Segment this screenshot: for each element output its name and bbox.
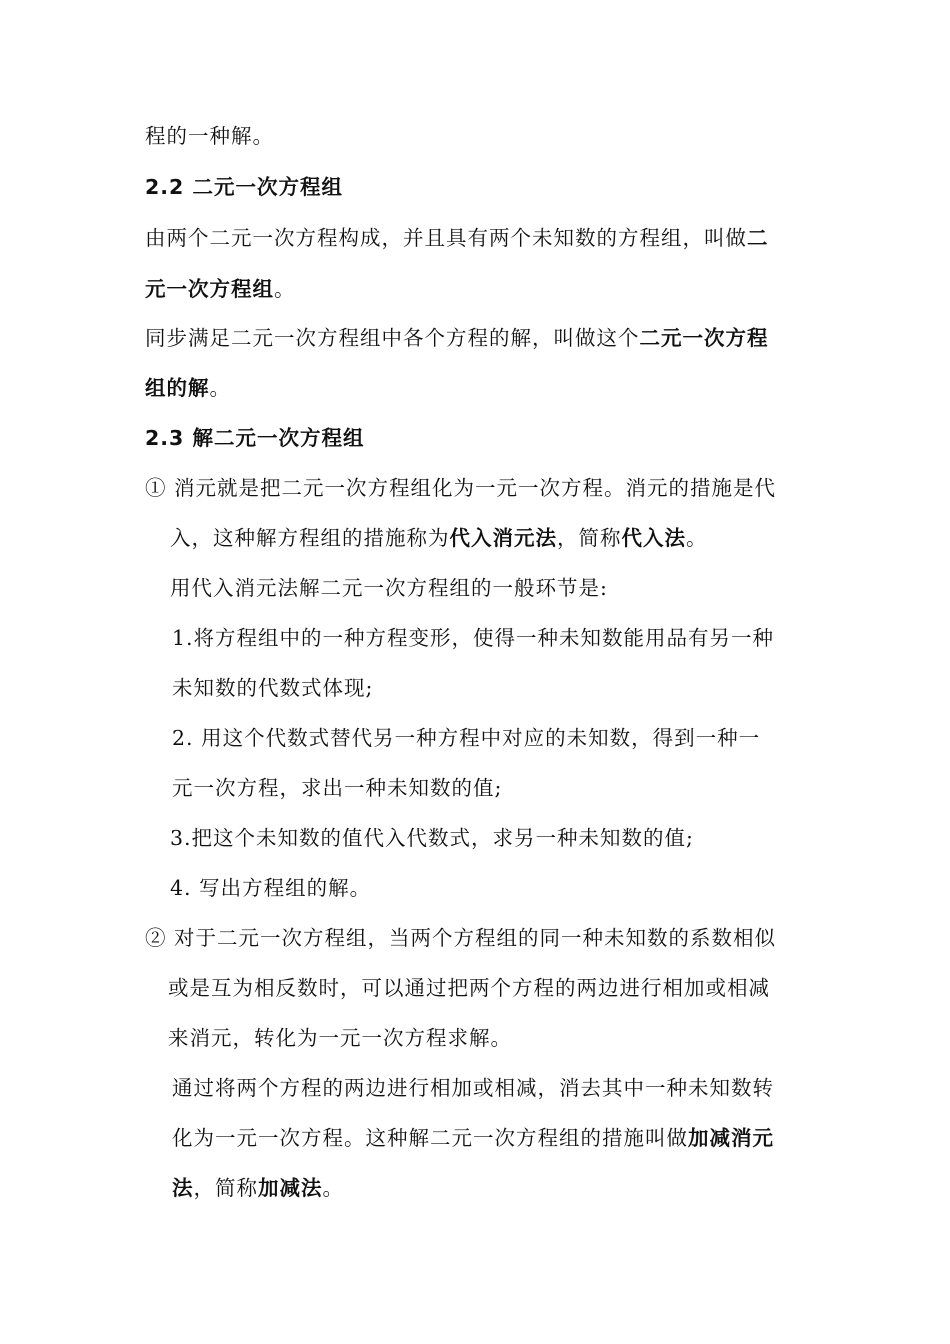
text: 4. 写出方程组的解。 [170, 876, 372, 900]
text: 。 [686, 526, 708, 550]
text: 2. 用这个代数式替代另一种方程中对应的未知数，得到一种一 [172, 726, 761, 750]
text: ，简称 [193, 1176, 258, 1200]
text: 3.把这个未知数的值代入代数式，求另一种未知数的值; [170, 826, 694, 850]
text: 用代入消元法解二元一次方程组的一般环节是: [170, 576, 608, 600]
item2-line2 [168, 974, 770, 1002]
bold-term: 元一次方程组 [145, 277, 274, 301]
step-2-line1 [172, 724, 760, 752]
definition-solution-line2 [145, 374, 231, 402]
bold-term: 代入消元法 [449, 526, 557, 550]
step-3 [170, 824, 694, 852]
paragraph-continuation [145, 122, 274, 150]
elimination-para-line2 [172, 1124, 774, 1152]
heading-text: 2.3 解二元一次方程组 [145, 426, 365, 450]
steps-intro [170, 574, 608, 602]
definition-solution-line1 [145, 324, 769, 352]
text: 。 [322, 1176, 344, 1200]
bold-term: 加减消元 [688, 1126, 774, 1150]
bold-term: 法 [172, 1176, 194, 1200]
text: ，简称 [557, 526, 622, 550]
step-2-line2 [172, 774, 502, 802]
text: ② 对于二元一次方程组，当两个方程组的同一种未知数的系数相似 [145, 926, 777, 950]
text: 同步满足二元一次方程组中各个方程的解，叫做这个 [145, 326, 640, 350]
text: 。 [274, 277, 296, 301]
bold-term: 代入法 [621, 526, 686, 550]
text: 未知数的代数式体现; [172, 676, 374, 700]
bold-term: 组的解 [145, 376, 210, 400]
text: 来消元，转化为一元一次方程求解。 [168, 1026, 512, 1050]
section-heading-2-2 [145, 173, 343, 201]
elimination-para-line1 [172, 1074, 774, 1102]
step-4 [170, 874, 371, 902]
definition-system-line2 [145, 275, 296, 303]
heading-text: 2.2 二元一次方程组 [145, 175, 343, 199]
text: 入，这种解方程组的措施称为 [170, 526, 450, 550]
text: ① 消元就是把二元一次方程组化为一元一次方程。消元的措施是代 [145, 476, 777, 500]
text: 。 [209, 376, 231, 400]
bold-term: 二 [747, 226, 769, 250]
bold-term: 加减法 [258, 1176, 323, 1200]
step-1-line1 [172, 624, 774, 652]
item1-line2 [170, 524, 708, 552]
text: 化为一元一次方程。这种解二元一次方程组的措施叫做 [172, 1126, 688, 1150]
text: 元一次方程，求出一种未知数的值; [172, 776, 503, 800]
text: 通过将两个方程的两边进行相加或相减，消去其中一种未知数转 [172, 1076, 774, 1100]
text: 由两个二元一次方程构成，并且具有两个未知数的方程组，叫做 [145, 226, 747, 250]
text: 程的一种解。 [145, 124, 274, 148]
section-heading-2-3 [145, 424, 364, 452]
elimination-para-line3 [172, 1174, 344, 1202]
text: 1.将方程组中的一种方程变形，使得一种未知数能用品有另一种 [172, 626, 775, 650]
bold-term: 二元一次方程 [639, 326, 769, 350]
text: 或是互为相反数时，可以通过把两个方程的两边进行相加或相减 [168, 976, 770, 1000]
item2-line3 [168, 1024, 512, 1052]
item2-line1 [145, 924, 776, 952]
step-1-line2 [172, 674, 373, 702]
item1-line1 [145, 474, 776, 502]
definition-system-line1 [145, 224, 769, 252]
